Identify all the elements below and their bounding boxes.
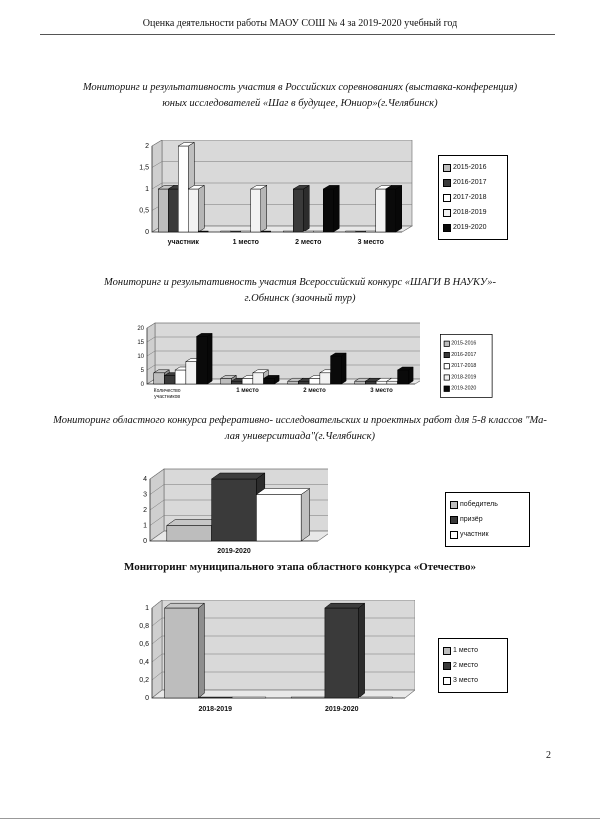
bar-front <box>261 231 271 232</box>
legend-item <box>443 643 503 658</box>
bar-front <box>355 381 366 384</box>
x-tick-label: 2 место <box>303 388 326 394</box>
x-tick-label: Количество <box>153 388 181 394</box>
legend-swatch <box>444 385 450 391</box>
bar-front <box>293 189 303 232</box>
bar-2015-2016-2 место <box>283 231 293 232</box>
x-tick-label: 2018-2019 <box>198 706 232 713</box>
legend-swatch <box>443 194 451 202</box>
bar-front <box>198 697 232 698</box>
y-tick-label: 0 <box>145 229 149 236</box>
y-tick-label: 1,5 <box>139 164 149 172</box>
bar-front <box>356 231 366 232</box>
bar-front <box>167 526 212 542</box>
legend-label: призёр <box>460 516 483 523</box>
legend-swatch <box>443 677 451 685</box>
legend-swatch <box>443 224 451 232</box>
bar-side <box>207 333 212 384</box>
legend-swatch <box>444 352 450 358</box>
chart3-legend <box>445 492 530 547</box>
x-tick-label: 2019-2020 <box>325 706 359 713</box>
legend-item <box>443 220 503 235</box>
bar-front <box>198 231 208 232</box>
bar-front <box>398 370 409 384</box>
header-divider <box>40 34 555 35</box>
legend-item <box>443 190 503 205</box>
bar-front <box>376 381 387 384</box>
bar-2015-2016-3 место <box>346 231 356 232</box>
bar-side <box>396 185 402 232</box>
bar-top <box>212 473 265 479</box>
bar-front <box>188 189 198 232</box>
legend-swatch <box>444 374 450 380</box>
bar-front <box>175 370 186 384</box>
y-tick-label: 2 <box>143 507 147 514</box>
bar-front <box>303 231 313 232</box>
legend-item <box>444 383 489 394</box>
y-tick-label: 0,5 <box>139 207 149 215</box>
x-tick-label: 1 место <box>232 239 259 246</box>
bar-2017-2018-1 место <box>241 231 251 232</box>
chart2-plot <box>125 322 420 414</box>
legend-item <box>444 349 489 360</box>
bar-front <box>158 189 168 232</box>
chart2-title <box>30 275 570 307</box>
chart1-title-line1: Мониторинг и результативность участия в Российских соревнованиях (выставка-конференция) <box>82 82 518 93</box>
legend-item <box>444 360 489 371</box>
bar-2018-2019-2 место <box>313 231 323 232</box>
legend-swatch <box>443 647 451 655</box>
bar-2018-2019-участник <box>188 185 204 232</box>
bar-front <box>386 189 396 232</box>
bar-front <box>231 231 241 232</box>
bar-front <box>320 373 331 384</box>
chart3-title-line2: лая университиада"(г.Челябинск) <box>225 431 375 442</box>
x-tick-label: участник <box>167 239 199 246</box>
chart1-title <box>30 80 570 112</box>
y-tick-label: 1 <box>143 522 147 530</box>
x-tick-label: 3 место <box>370 388 393 394</box>
chart1-plot <box>120 140 420 260</box>
bar-top <box>256 489 309 495</box>
legend-label: 2015-2016 <box>451 340 477 346</box>
legend-item <box>443 658 503 673</box>
bar-2017-2018-2 место <box>303 231 313 232</box>
bar-top <box>325 603 365 608</box>
bar-side <box>341 353 346 384</box>
legend-swatch <box>444 340 450 346</box>
legend-label: 2019-2020 <box>451 385 477 391</box>
chart1-title-line2: юных исследователей «Шаг в будущее, Юниор»(г.Челябинск) <box>162 98 438 109</box>
legend-swatch <box>450 516 458 524</box>
bar-front <box>366 231 376 232</box>
chart4-plot <box>130 600 415 720</box>
y-tick-label: 1 <box>145 186 149 193</box>
y-tick-label: 20 <box>137 326 144 332</box>
bar-front <box>231 381 242 384</box>
bar-front <box>346 231 356 232</box>
legend-label: 2018-2019 <box>451 374 477 380</box>
bar-2019-2020-2 место <box>331 353 347 384</box>
bar-front <box>291 697 325 698</box>
bar-2019-2020-участник <box>198 231 208 232</box>
legend-item <box>443 673 503 688</box>
y-tick-label: 0,8 <box>139 623 149 630</box>
page-header: Оценка деятельности работы МАОУ СОШ № 4 за 2019-2020 учебный год <box>142 18 458 29</box>
y-tick-label: 0 <box>145 695 149 702</box>
bar-front <box>331 356 342 384</box>
bar-front <box>232 697 266 698</box>
bar-front <box>323 189 333 232</box>
chart4-legend <box>438 638 508 693</box>
bar-участник-2019-2020 <box>256 489 309 542</box>
y-tick-label: 0,2 <box>139 677 149 684</box>
bar-1 место-2019-2020 <box>291 697 325 698</box>
chart1-legend <box>438 155 508 240</box>
x-tick-label: 2 место <box>295 239 322 246</box>
legend-swatch <box>444 363 450 369</box>
legend-item <box>443 205 503 220</box>
chart3-plot <box>128 465 328 560</box>
legend-item <box>444 338 489 349</box>
bar-front <box>221 378 232 384</box>
bar-2017-2018-3 место <box>366 231 376 232</box>
bar-front <box>251 189 261 232</box>
bar-front <box>376 189 386 232</box>
bar-front <box>154 373 165 384</box>
bar-front <box>241 231 251 232</box>
bar-side <box>303 185 309 232</box>
bar-front <box>359 697 393 698</box>
chart3-title <box>30 413 570 445</box>
bar-2019-2020-1 место <box>264 375 280 384</box>
legend-label: 2017-2018 <box>451 363 477 369</box>
bottom-border <box>0 818 600 819</box>
x-tick-label: 3 место <box>357 239 384 246</box>
y-tick-label: 15 <box>137 340 144 346</box>
legend-label: победитель <box>460 501 498 508</box>
bar-2015-2016-1 место <box>221 231 231 232</box>
bar-side <box>198 603 204 698</box>
legend-swatch <box>450 531 458 539</box>
bar-front <box>387 381 398 384</box>
x-tick-label: участников <box>154 394 181 400</box>
bar-1 место-2018-2019 <box>165 603 205 698</box>
bar-3 место-2018-2019 <box>232 697 266 698</box>
bar-side <box>198 185 204 232</box>
chart2-legend <box>440 334 493 398</box>
legend-label: 2015-2016 <box>453 164 487 171</box>
x-tick-label: 1 место <box>236 388 259 394</box>
chart3-title-line1: Мониторинг областного конкурса реферативно- исследовательских и проектных работ для 5-8 классов "Ма- <box>53 415 547 426</box>
y-tick-label: 5 <box>140 368 144 374</box>
y-tick-label: 0,4 <box>139 659 149 666</box>
bar-front <box>309 378 320 384</box>
page-number: 2 <box>546 750 551 761</box>
bar-2019-2020-Количество участников <box>197 333 213 384</box>
chart2-title-line2: г.Обнинск (заочный тур) <box>244 293 356 304</box>
y-tick-label: 0 <box>143 538 147 545</box>
bar-2016-2017-1 место <box>231 231 241 232</box>
bar-front <box>178 146 188 232</box>
legend-item <box>450 527 525 542</box>
legend-item <box>443 175 503 190</box>
y-tick-label: 2 <box>145 143 149 150</box>
legend-label: 3 место <box>453 677 479 684</box>
bar-front <box>283 231 293 232</box>
bar-front <box>197 336 208 384</box>
bar-front <box>256 495 301 542</box>
legend-swatch <box>443 179 451 187</box>
bar-front <box>325 608 359 698</box>
legend-label: 2016-2017 <box>453 179 487 186</box>
bar-2 место-2018-2019 <box>198 697 232 698</box>
bar-front <box>288 381 299 384</box>
bar-side <box>333 185 339 232</box>
legend-swatch <box>443 164 451 172</box>
bar-2019-2020-3 место <box>386 185 402 232</box>
bar-front <box>313 231 323 232</box>
bar-2 место-2019-2020 <box>325 603 365 698</box>
legend-swatch <box>443 662 451 670</box>
bar-side <box>261 185 267 232</box>
bar-front <box>168 189 178 232</box>
legend-item <box>444 372 489 383</box>
bar-2018-2019-1 место <box>251 185 267 232</box>
legend-label: 2017-2018 <box>453 194 487 201</box>
legend-label: 2016-2017 <box>451 352 477 358</box>
legend-item <box>450 512 525 527</box>
chart2-title-line1: Мониторинг и результативность участия Всероссийский конкурс «ШАГИ В НАУКУ»- <box>104 277 496 288</box>
y-tick-label: 4 <box>143 476 147 483</box>
legend-label: 2019-2020 <box>453 224 487 231</box>
legend-item <box>443 160 503 175</box>
y-tick-label: 3 <box>143 491 147 499</box>
bar-front <box>253 373 264 384</box>
legend-label: 2018-2019 <box>453 209 487 216</box>
bar-2019-2020-2 место <box>323 185 339 232</box>
legend-swatch <box>443 209 451 217</box>
legend-label: 2 место <box>453 662 479 669</box>
bar-front <box>365 381 376 384</box>
bar-2019-2020-3 место <box>398 367 414 384</box>
bar-front <box>242 378 253 384</box>
bar-front <box>298 381 309 384</box>
bar-side <box>359 603 365 698</box>
bar-front <box>221 231 231 232</box>
legend-item <box>450 497 525 512</box>
bar-top <box>165 603 205 608</box>
bar-front <box>186 362 197 384</box>
bar-2016-2017-2 место <box>293 185 309 232</box>
bar-front <box>165 608 199 698</box>
y-tick-label: 10 <box>137 354 144 360</box>
legend-label: 1 место <box>453 647 479 654</box>
y-tick-label: 1 <box>145 605 149 612</box>
bar-2019-2020-1 место <box>261 231 271 232</box>
bar-front <box>212 479 257 541</box>
bar-side <box>301 489 309 542</box>
bar-2016-2017-3 место <box>356 231 366 232</box>
bar-front <box>264 378 275 384</box>
x-tick-label: 2019-2020 <box>217 548 251 555</box>
legend-label: участник <box>460 531 489 538</box>
y-tick-label: 0,6 <box>139 641 149 648</box>
plot-side-wall <box>152 600 162 698</box>
bar-3 место-2019-2020 <box>359 697 393 698</box>
bar-front <box>164 376 175 384</box>
y-tick-label: 0 <box>140 382 144 388</box>
chart4-title: Мониторинг муниципального этапа областного конкурса «Отечество» <box>123 561 477 573</box>
legend-swatch <box>450 501 458 509</box>
